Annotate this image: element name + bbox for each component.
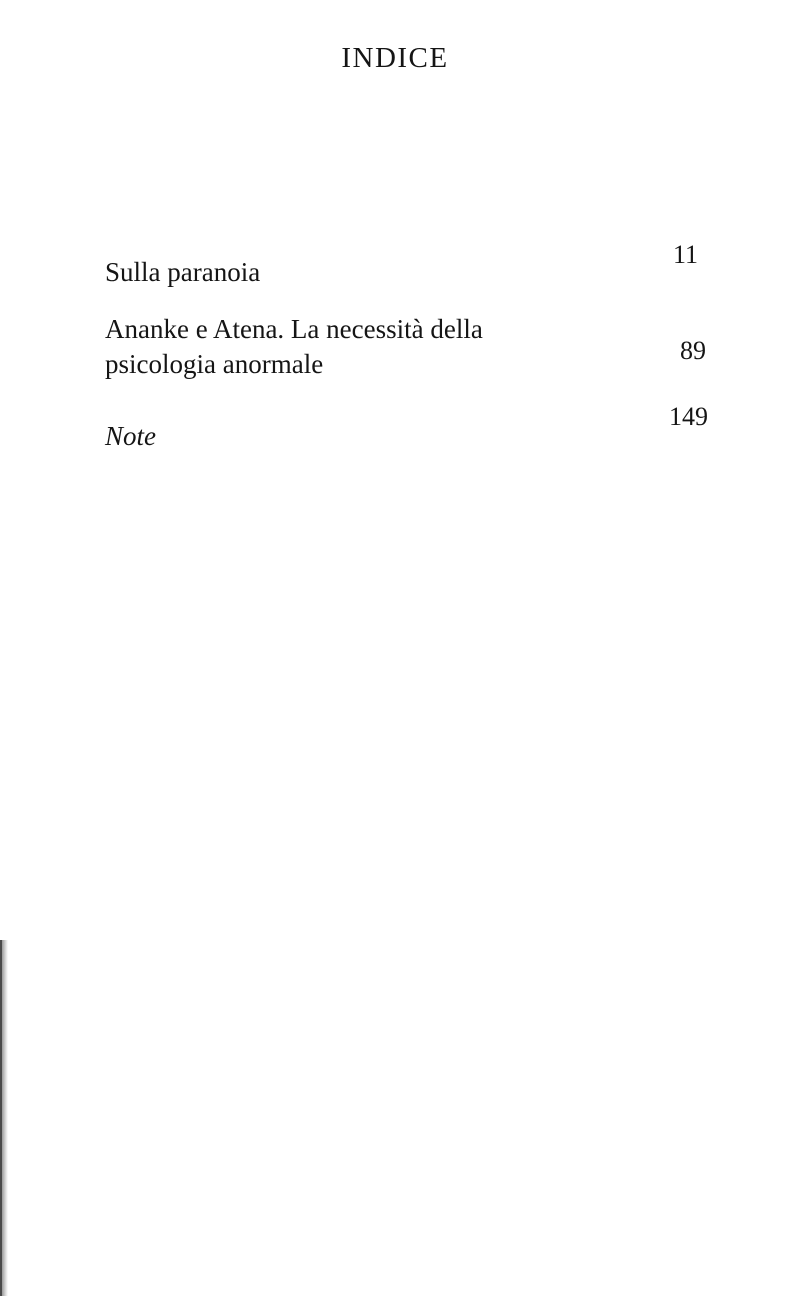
toc-entry [105, 400, 710, 450]
toc-entry-page-number: 89 [680, 336, 706, 365]
page-title: INDICE [341, 42, 449, 74]
toc-entry-title [105, 256, 260, 289]
scanned-page-edge [0, 940, 8, 1296]
toc-entry-title-line: Note [105, 421, 156, 451]
toc-entry-title [105, 312, 483, 382]
toc-entry [105, 240, 710, 300]
toc-entry-page-number: 11 [672, 240, 698, 269]
toc-entry [105, 312, 710, 382]
toc-entry-title [105, 420, 156, 453]
toc-entry-title-line: Ananke e Atena. La necessità della [105, 314, 483, 344]
toc-entry-title-line: psicologia anormale [105, 349, 324, 379]
toc-entry-page-number: 149 [669, 402, 708, 431]
toc-entry-title-line: Sulla paranoia [105, 257, 261, 287]
